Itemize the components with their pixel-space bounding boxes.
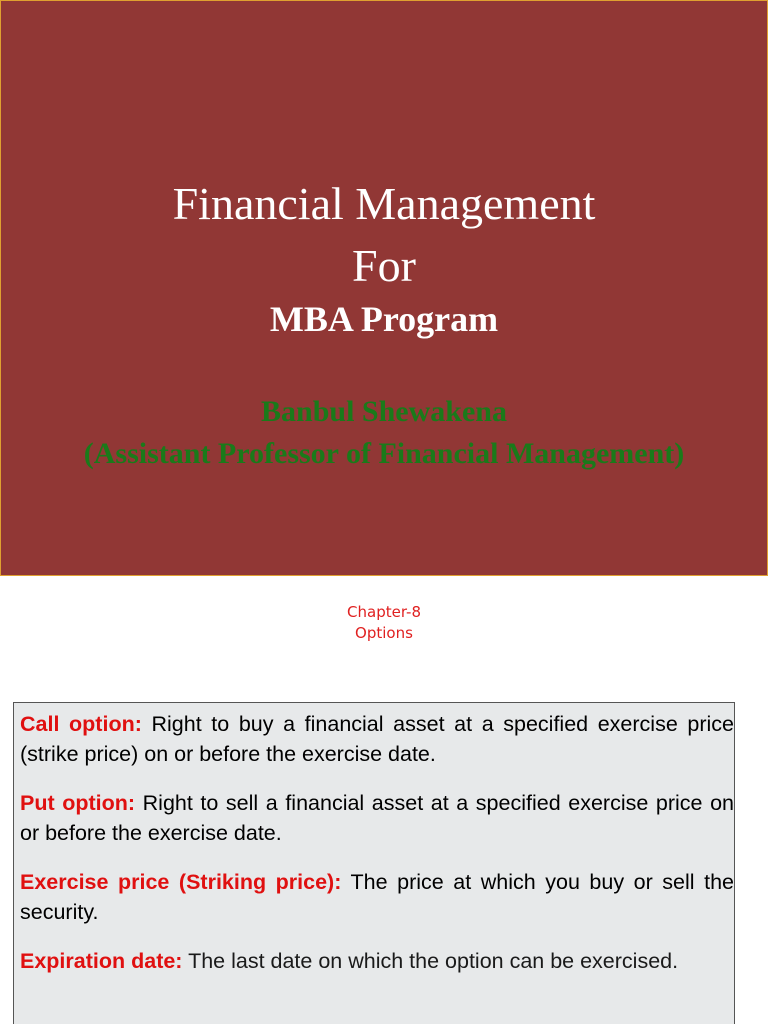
- author-title: (Assistant Professor of Financial Management): [83, 437, 685, 470]
- chapter-name: Options: [355, 624, 413, 642]
- definitions-box: [13, 702, 735, 1024]
- author-name: Banbul Shewakena: [261, 395, 507, 428]
- definition-exercise-price: [20, 867, 734, 927]
- definition-text: The last date on which the option can be exercised.: [188, 949, 679, 973]
- definition-term: Exercise price (Striking price):: [20, 870, 342, 894]
- definition-term: Put option:: [20, 791, 136, 815]
- definition-call-option: [20, 709, 734, 769]
- definition-term: Expiration date:: [20, 949, 183, 973]
- course-title-connector: For: [352, 240, 416, 291]
- program-name: MBA Program: [269, 299, 499, 339]
- definition-text: The price at which you buy or sell the security.: [20, 870, 734, 924]
- course-title: Financial Management: [172, 178, 596, 229]
- definition-expiration-date: [20, 946, 734, 976]
- definition-text: Right to sell a financial asset at a specified exercise price on or before the exercise date.: [20, 791, 734, 845]
- definition-text: Right to buy a financial asset at a specified exercise price (strike price) on or before the exercise date.: [20, 712, 734, 766]
- definition-put-option: [20, 788, 734, 848]
- definition-term: Call option:: [20, 712, 142, 736]
- chapter-number: Chapter-8: [347, 603, 421, 621]
